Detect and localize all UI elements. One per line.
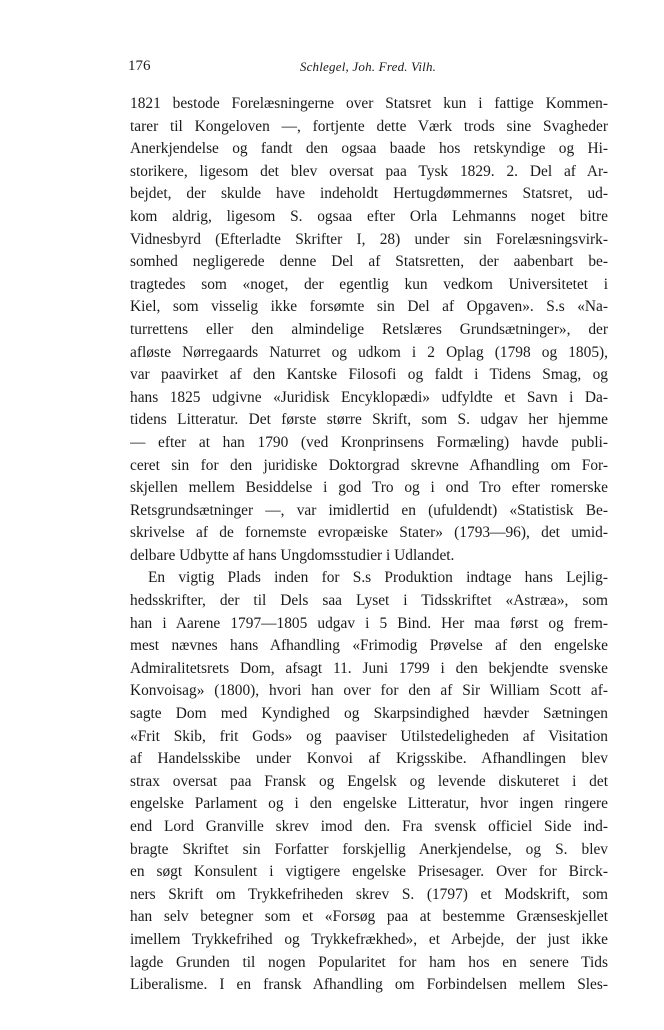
text-line: Retsgrundsætninger —, var imidlertid en (ufuldendt) «Statistisk Be- [130, 501, 608, 519]
text-line: end Lord Granville skrev imod den. Fra svensk officiel Side ind- [130, 818, 608, 835]
text-line: somhed negligerede denne Del af Statsretten, der aabenbart be- [130, 253, 608, 271]
text-line: af Handelsskibe under Konvoi af Krigsskibe. Afhandlingen blev [130, 750, 608, 768]
text-line: storikere, ligesom det blev oversat paa Tysk 1829. 2. Del af Ar- [130, 162, 608, 180]
body-text [130, 93, 608, 997]
text-line: Liberalisme. I en fransk Afhandling om Forbindelsen mellem Sles- [130, 976, 608, 994]
page-header [128, 58, 608, 82]
text-line: tarer til Kongeloven —, fortjente dette Værk trods sine Svagheder [130, 117, 608, 135]
text-line: hedsskrifter, der til Dels saa Lyset i Tidsskriftet «Astræa», som [130, 592, 608, 610]
text-line: Kiel, som visselig ikke forsømte sin Del af Opgaven». S.s «Na- [130, 298, 608, 316]
text-line: en søgt Konsulent i vigtigere engelske Prisesager. Over for Birck- [130, 863, 608, 881]
text-line: sagte Dom med Kyndighed og Skarpsindighed hævder Sætningen [130, 705, 608, 723]
text-line: imellem Trykkefrihed og Trykkefrækhed», et Arbejde, der just ikke [130, 930, 608, 948]
text-line: bejdet, der skulde have indeholdt Hertugdømmernes Statsret, ud- [130, 185, 608, 203]
text-line: 1821 bestode Forelæsningerne over Statsret kun i fattige Kommen- [130, 95, 608, 112]
text-line: Konvoisag» (1800), hvori han over for den af Sir William Scott af- [130, 682, 608, 700]
text-line: skrivelse af de fornemste evropæiske Stater» (1793—96), det umid- [130, 524, 608, 542]
text-line: var paavirket af den Kantske Filosofi og faldt i Tidens Smag, og [130, 366, 608, 384]
text-line: strax oversat paa Fransk og Engelsk og levende diskuteret i det [130, 772, 608, 790]
text-line: Admiralitetsrets Dom, afsagt 11. Juni 1799 i den bekjendte svenske [130, 659, 608, 677]
text-line: — efter at han 1790 (ved Kronprinsens Formæling) havde publi- [130, 433, 608, 451]
text-line: kom aldrig, ligesom S. ogsaa efter Orla Lehmanns noget bitre [130, 207, 608, 225]
text-line: Anerkjendelse og fandt den ogsaa baade hos retskyndige og Hi- [130, 140, 608, 158]
text-line: tidens Litteratur. Det første større Skrift, som S. udgav her hjemme [130, 411, 608, 429]
text-line: engelske Parlament og i den engelske Litteratur, hvor ingen ringere [130, 795, 608, 813]
paragraph-first-line: En vigtig Plads inden for S.s Produktion indtage hans Lejlig- [148, 569, 608, 587]
text-line: turrettens eller den almindelige Retslæres Grundsætninger», der [130, 320, 608, 338]
text-line: han selv betegner som et «Forsøg paa at bestemme Grænseskjellet [130, 908, 608, 926]
text-line: bragte Skriftet sin Forfatter forskjellig Anerkjendelse, og S. blev [130, 840, 608, 858]
text-line: skjellen mellem Besiddelse i god Tro og i ond Tro efter romerske [130, 479, 608, 497]
text-line: hans 1825 udgivne «Juridisk Encyklopædi» udfyldte et Savn i Da- [130, 388, 608, 406]
paragraph-last-line: delbare Udbytte af hans Ungdomsstudier i Udlandet. [130, 546, 455, 564]
text-line: han i Aarene 1797—1805 udgav i 5 Bind. Her maa først og frem- [130, 614, 608, 632]
text-line: tragtedes som «noget, der egentlig kun vedkom Universitetet i [130, 275, 608, 293]
text-line: ners Skrift om Trykkefriheden skrev S. (1797) et Modskrift, som [130, 885, 608, 903]
text-line: «Frit Skib, frit Gods» og paaviser Utilstedeligheden af Visitation [130, 727, 608, 745]
text-line: Vidnesbyrd (Efterladte Skrifter I, 28) under sin Forelæsningsvirk- [130, 230, 608, 248]
text-line: lagde Grunden til nogen Popularitet for ham hos en senere Tids [130, 953, 608, 971]
text-line: mest nævnes hans Afhandling «Frimodig Prøvelse af den engelske [130, 637, 608, 655]
page-number: 176 [128, 58, 151, 74]
text-line: ceret sin for den juridiske Doktorgrad skrevne Afhandling om For- [130, 456, 608, 474]
text-line: afløste Nørregaards Naturret og udkom i 2 Oplag (1798 og 1805), [130, 343, 608, 361]
running-head: Schlegel, Joh. Fred. Vilh. [299, 59, 437, 74]
